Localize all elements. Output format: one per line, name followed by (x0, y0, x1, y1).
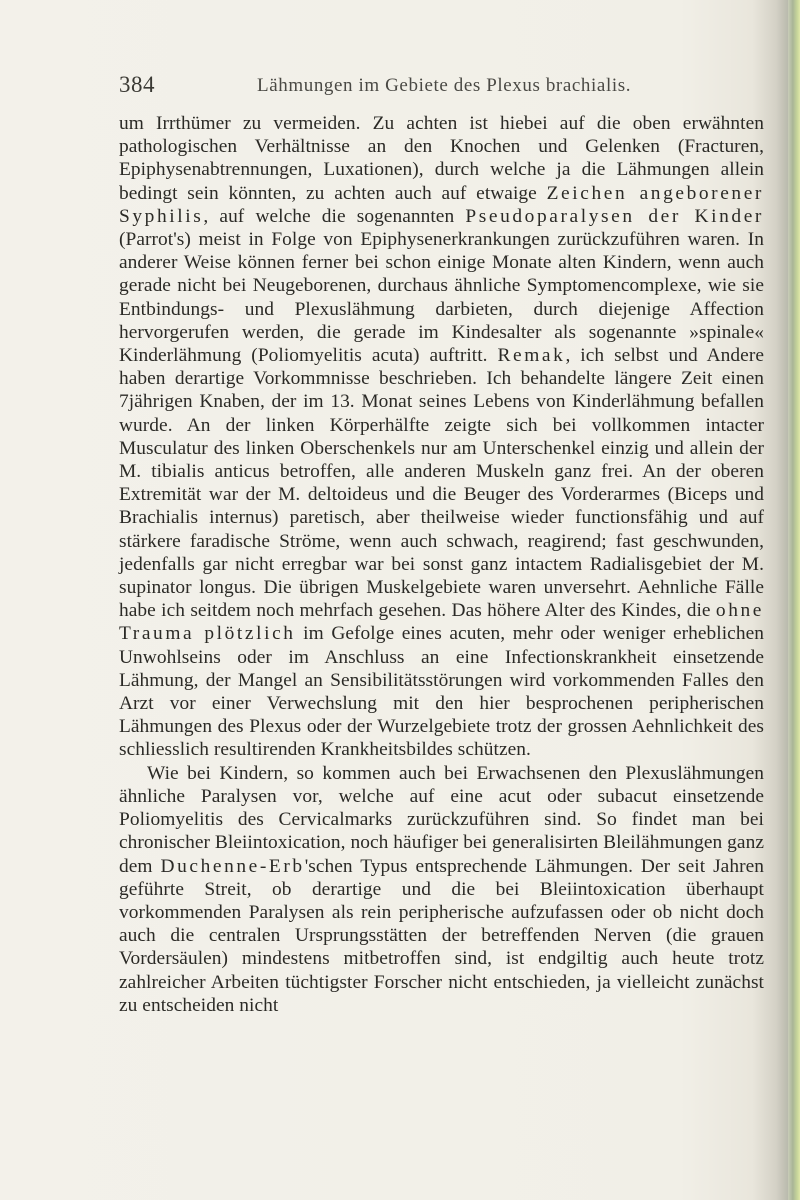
text-segment: 'schen Typus entsprechende Lähmungen. Der seit Jahren geführte Streit, ob derartige und die bei Bleiintoxication überhaupt vorkommenden Paralysen als rein peripherische aufzufassen oder ob nicht doch auch die centralen Ursprungsstätten der betreffenden Nerven (die grauen Vordersäulen) mindestens mitbetroffen sind, ist endgiltig auch heute trotz zahlreicher Arbeiten tüchtigster Forscher nicht entschieden, ja vielleicht zunächst zu entscheiden nicht (119, 855, 764, 1016)
emphasized-author-name: Duchenne-Erb (160, 855, 305, 877)
text-segment: , auf welche die sogenannten (203, 205, 466, 227)
emphasized-text: ohne Trauma plötzlich (119, 600, 764, 645)
running-title: Lähmungen im Gebiete des Plexus brachialis. (257, 75, 632, 96)
text-segment: , ich selbst und Andere haben derartige Vorkommnisse beschrieben. Ich behandelte längere Zeit einen 7jährigen Knaben, der im 13. Monat seines Lebens von Kinderlähmung befallen wurde. An der linken Körperhälfte zeigte sich bei vollkommen intacter Musculatur des linken Oberschenkels nur am Unterschenkel einzig und allein der M. tibialis anticus betroffen, alle anderen Muskeln ganz frei. An der oberen Extremität war der M. deltoideus und die Beuger des Vorderarmes (Biceps und Brachialis internus) paretisch, aber theilweise wieder functionsfähig und auf stärkere faradische Ströme, wenn auch schwach, reagirend; fast geschwunden, jedenfalls gar nicht erregbar war bei sonst ganz intactem Radialisgebiet der M. supinator longus. Die übrigen Muskelgebiete waren unversehrt. Aehnliche Fälle habe ich seitdem noch mehrfach gesehen. Das höhere Alter des Kindes, die (119, 345, 764, 622)
text-segment: Wie bei Kindern, so kommen auch bei Erwachsenen den Plexuslähmungen ähnliche Paralysen vor, welche auf eine acut oder subacut einsetzende Poliomyelitis des Cervicalmarks zurückzuführen sind. So findet man bei chronischer Bleiintoxication, noch häufiger bei generalisirten Bleilähmungen ganz dem (119, 762, 764, 877)
paragraph-1 (119, 112, 764, 762)
page-number: 384 (119, 72, 155, 97)
text-segment: (Parrot's) meist in Folge von Epiphysenerkrankungen zurückzuführen waren. In anderer Weise können ferner bei schon einige Monate alten Kindern, wenn auch gerade nicht bei Neugeborenen, durchaus ähnliche Symptomencomplexe, wie sie Entbindungs- und Plexuslähmung darbieten, durch diejenige Affection hervorgerufen werden, die gerade im Kindesalter als sogenannte »spinale« Kinderlähmung (Poliomyelitis acuta) auftritt. (119, 229, 764, 367)
emphasized-text: Pseudoparalysen der Kinder (465, 205, 764, 227)
emphasized-text: Zeichen angeborener Syphilis (119, 182, 764, 227)
page-edge (788, 0, 800, 1200)
body-text (119, 112, 764, 1017)
emphasized-author-name: Remak (497, 345, 566, 367)
text-segment: um Irrthümer zu vermeiden. Zu achten ist hiebei auf die oben erwähnten pathologischen Verhältnisse an den Knochen und Gelenken (Fracturen, Epiphysenabtrennungen, Luxationen), durch welche ja die Lähmungen allein bedingt sein könnten, zu achten auch auf etwaige (119, 113, 764, 204)
paragraph-2 (119, 762, 764, 1017)
page-header (119, 72, 659, 98)
text-segment: im Gefolge eines acuten, mehr oder weniger erheblichen Unwohlseins oder im Anschluss an eine Infectionskrankheit einsetzende Lähmung, der Mangel an Sensibilitätsstörungen wird vorkommenden Falles den Arzt vor einer Verwechslung mit den hier besprochenen peripherischen Lähmungen des Plexus oder der Wurzelgebiete trotz der grossen Aehnlichkeit des schliesslich resultirenden Krankheitsbildes schützen. (119, 623, 764, 761)
